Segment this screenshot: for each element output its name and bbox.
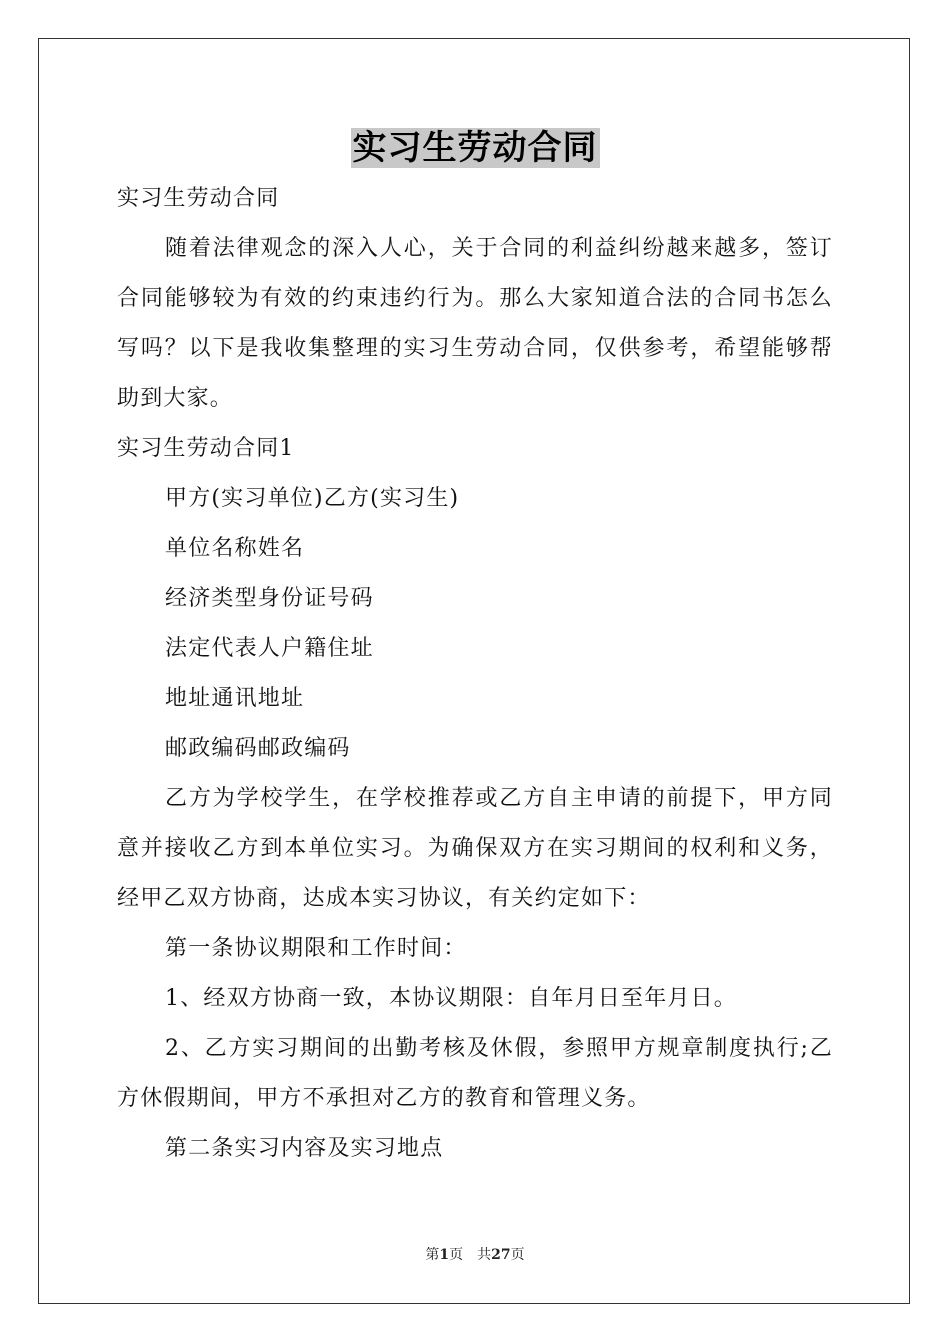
page-prefix: 第 <box>425 1247 440 1263</box>
paragraph: 1、经双方协商一致，本协议期限：自年月日至年月日。 <box>165 986 737 1011</box>
paragraph: 法定代表人户籍住址 <box>165 636 374 661</box>
paragraph: 2、乙方实习期间的出勤考核及休假，参照甲方规章制度执行;乙方休假期间，甲方不承担对乙方的教育和管理义务。 <box>117 1036 833 1111</box>
page-footer <box>0 1244 950 1264</box>
paragraph: 实习生劳动合同1 <box>117 436 295 461</box>
total-page-number: 27 <box>491 1247 511 1263</box>
total-suffix: 页 <box>510 1247 525 1263</box>
paragraph: 乙方为学校学生，在学校推荐或乙方自主申请的前提下，甲方同意并接收乙方到本单位实习。为确保双方在实习期间的权利和义务，经甲乙双方协商，达成本实习协议，有关约定如下： <box>117 786 833 911</box>
paragraph: 第二条实习内容及实习地点 <box>165 1136 444 1161</box>
paragraph: 邮政编码邮政编码 <box>165 736 351 761</box>
paragraph: 单位名称姓名 <box>165 536 305 561</box>
paragraph: 实习生劳动合同 <box>117 186 280 211</box>
paragraph: 第一条协议期限和工作时间： <box>165 936 467 961</box>
document-body <box>117 174 833 1174</box>
paragraph: 甲方(实习单位)乙方(实习生) <box>165 486 460 511</box>
paragraph: 经济类型身份证号码 <box>165 586 374 611</box>
current-page-number: 1 <box>439 1247 450 1263</box>
page-suffix: 页 <box>449 1247 464 1263</box>
title-container <box>0 128 950 168</box>
paragraph: 随着法律观念的深入人心，关于合同的利益纠纷越来越多，签订合同能够较为有效的约束违约行为。那么大家知道合法的合同书怎么写吗？以下是我收集整理的实习生劳动合同，仅供参考，希望能够帮助到大家。 <box>117 236 833 411</box>
paragraph: 地址通讯地址 <box>165 686 305 711</box>
document-title: 实习生劳动合同 <box>352 128 598 168</box>
total-prefix: 共 <box>477 1247 492 1263</box>
